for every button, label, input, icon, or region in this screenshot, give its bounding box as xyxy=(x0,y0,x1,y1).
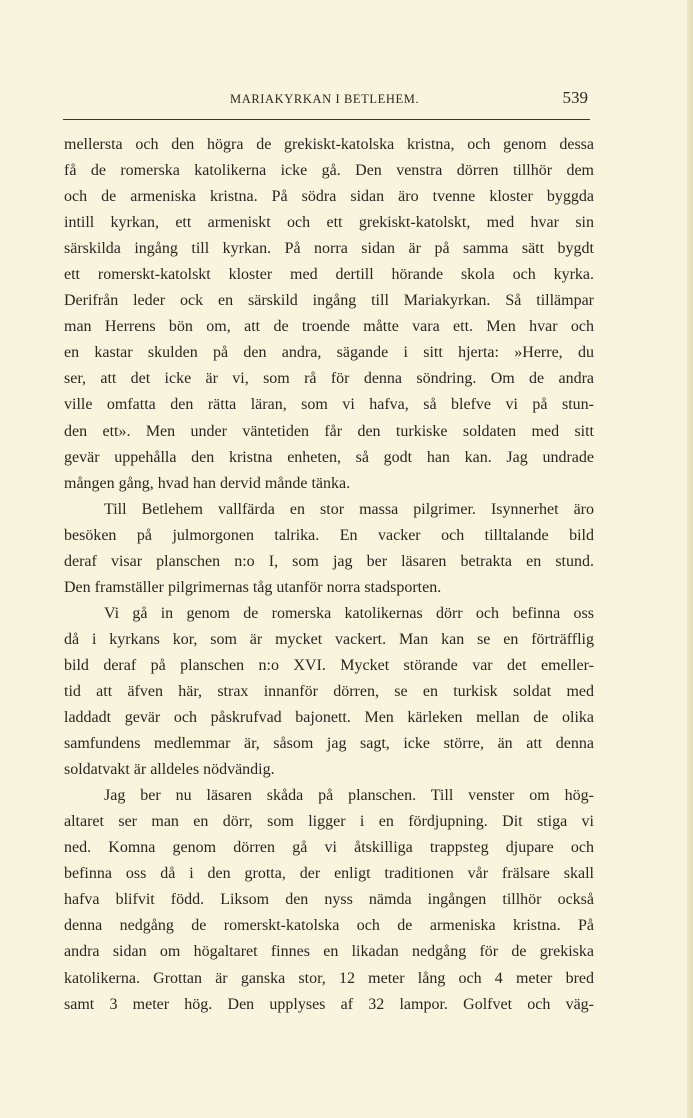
text-line: befinna oss då i den grotta, der enligt traditionen vår frälsare skall xyxy=(64,865,594,883)
text-line: ville omfatta den rätta läran, som vi hafva, så blefve vi på stun- xyxy=(64,396,594,414)
text-line: ser, att det icke är vi, som rå för denna söndring. Om de andra xyxy=(64,370,594,388)
text-line: och de armeniska kristna. På södra sidan äro tvenne kloster byggda xyxy=(64,188,594,206)
text-line: bild deraf på planschen n:o XVI. Mycket störande var det emeller- xyxy=(64,656,594,674)
text-line: hafva blifvit född. Liksom den nyss nämda ingången tillhör också xyxy=(64,891,594,909)
text-line: Till Betlehem vallfärda en stor massa pilgrimer. Isynnerhet äro xyxy=(104,500,594,518)
page-number: 539 xyxy=(562,88,588,107)
text-line: man Herrens bön om, att de troende måtte vara ett. Men hvar och xyxy=(64,318,594,336)
page-header xyxy=(63,88,591,112)
text-line: besöken på julmorgonen talrika. En vacker och tilltalande bild xyxy=(64,526,594,544)
text-line: den ett». Men under väntetiden får den turkiske soldaten med sitt xyxy=(64,422,594,440)
text-line: Den framställer pilgrimernas tåg utanför norra stadsporten. xyxy=(64,578,442,596)
text-line: tid att äfven här, strax innanför dörren, se en turkisk soldat med xyxy=(64,682,594,700)
text-line: katolikerna. Grottan är ganska stor, 12 meter lång och 4 meter bred xyxy=(64,969,594,987)
text-line: altaret ser man en dörr, som ligger i en fördjupning. Dit stiga vi xyxy=(64,813,594,831)
body-text xyxy=(64,132,594,1018)
text-line: samt 3 meter hög. Den upplyses af 32 lampor. Golfvet och väg- xyxy=(64,995,594,1013)
text-line: då i kyrkans kor, som är mycket vackert. Man kan se en förträfflig xyxy=(64,630,594,648)
text-line: Derifrån leder ock en särskild ingång till Mariakyrkan. Så tillämpar xyxy=(64,292,594,310)
text-line: mången gång, hvad han dervid månde tänka. xyxy=(64,474,351,492)
header-rule xyxy=(63,119,590,120)
text-line: samfundens medlemmar är, såsom jag sagt, icke större, än att denna xyxy=(64,735,594,753)
text-line: ned. Komna genom dörren gå vi åtskilliga trappsteg djupare och xyxy=(64,839,594,857)
running-title: MARIAKYRKAN I BETLEHEM. xyxy=(230,92,420,106)
text-line: intill kyrkan, ett armeniskt och ett grekiskt-katolskt, med hvar sin xyxy=(64,214,594,232)
text-line: en kastar skulden på den andra, sägande i sitt hjerta: »Herre, du xyxy=(64,344,594,362)
text-line: gevär uppehålla den kristna enheten, så godt han kan. Jag undrade xyxy=(64,448,594,466)
text-line: mellersta och den högra de grekiskt-katolska kristna, och genom dessa xyxy=(64,136,594,153)
text-line: Vi gå in genom de romerska katolikernas dörr och befinna oss xyxy=(104,604,594,622)
text-line: laddadt gevär och påskrufvad bajonett. Men kärleken mellan de olika xyxy=(64,709,594,727)
text-line: denna nedgång de romerskt-katolska och de armeniska kristna. På xyxy=(64,917,594,935)
text-line: ett romerskt-katolskt kloster med dertill hörande skola och kyrka. xyxy=(64,266,594,284)
text-line: få de romerska katolikerna icke gå. Den venstra dörren tillhör dem xyxy=(64,162,594,180)
text-line: andra sidan om högaltaret finnes en likadan nedgång för de grekiska xyxy=(64,943,594,961)
page-edge xyxy=(687,0,693,1118)
text-line: Jag ber nu läsaren skåda på planschen. Till venster om hög- xyxy=(104,787,594,805)
text-line: deraf visar planschen n:o I, som jag ber läsaren betrakta en stund. xyxy=(64,552,594,570)
text-line: särskilda ingång till kyrkan. På norra sidan är på samma sätt bygdt xyxy=(64,240,594,258)
text-line: soldatvakt är alldeles nödvändig. xyxy=(64,761,275,779)
